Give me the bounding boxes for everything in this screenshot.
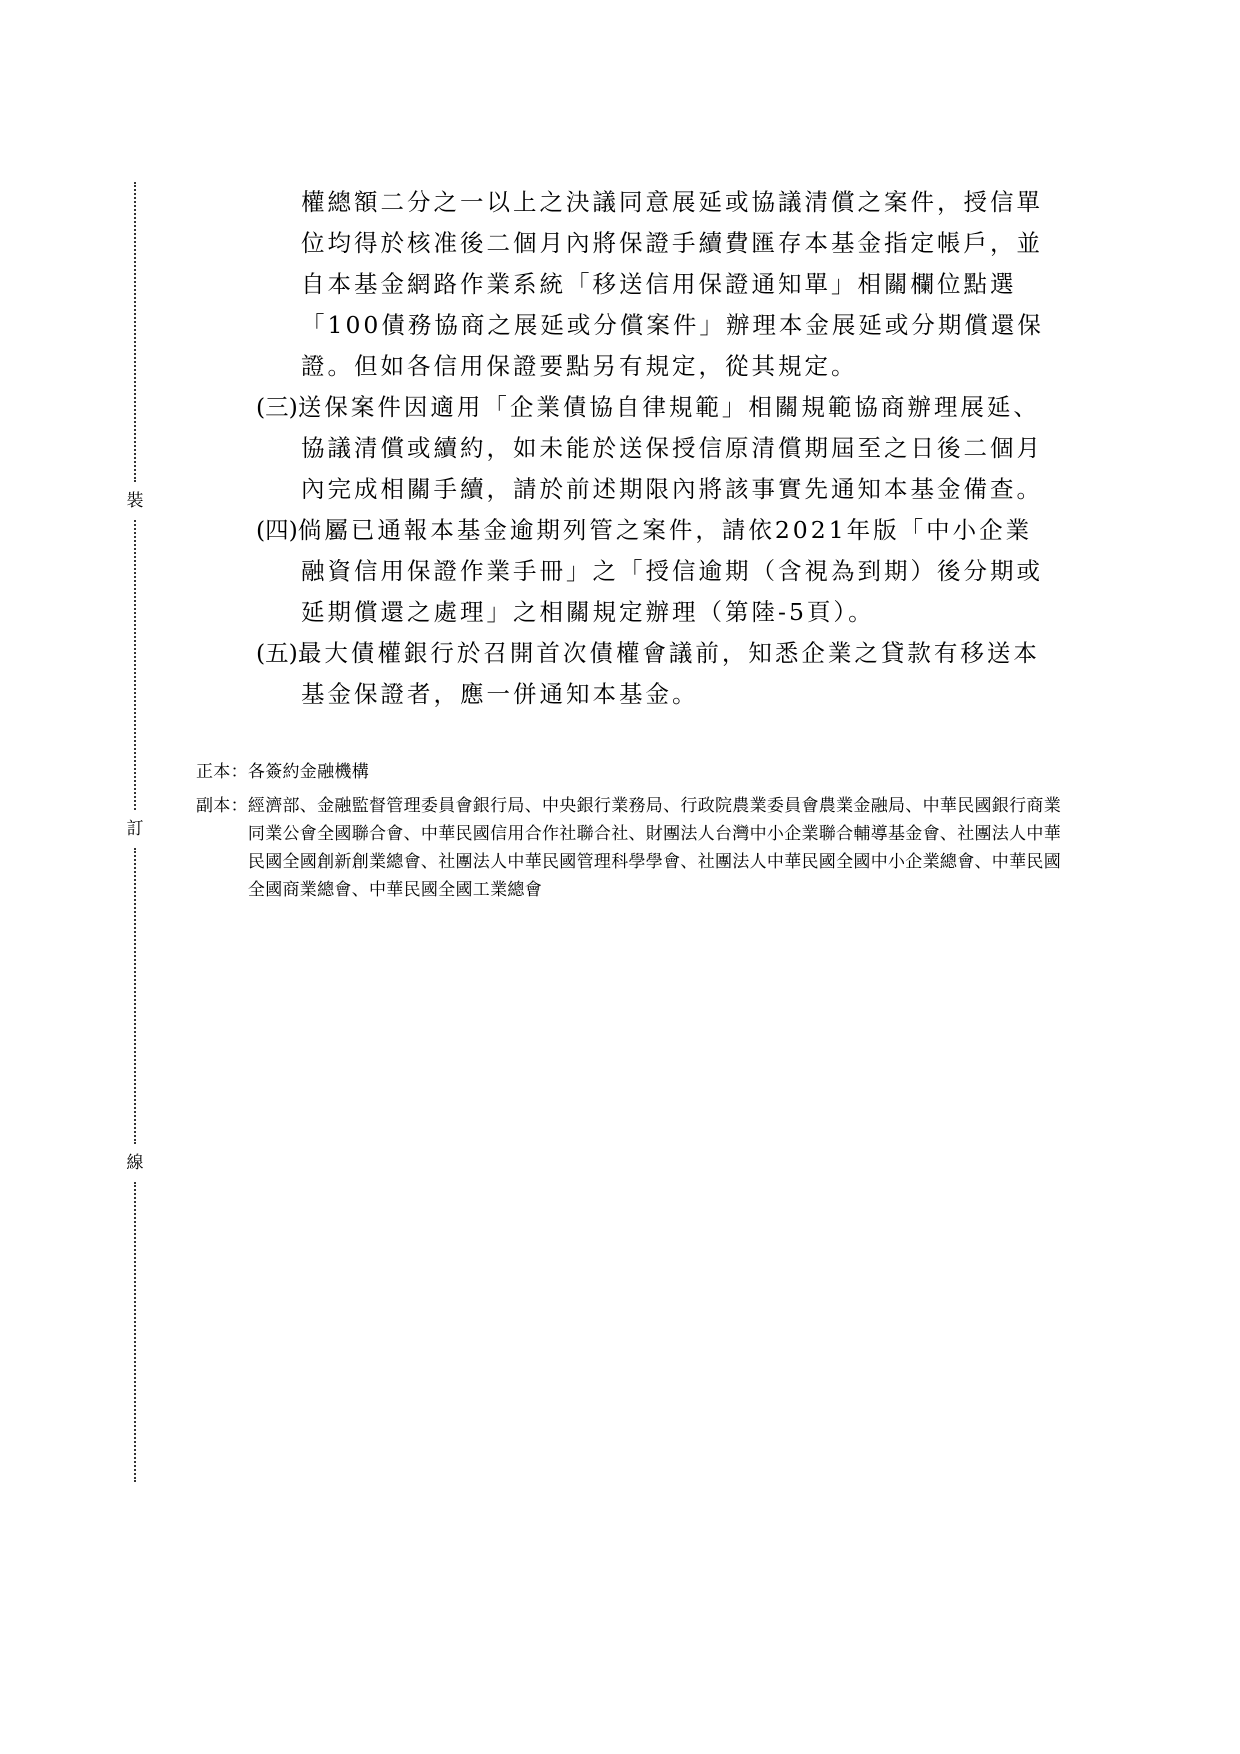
list-item-text: 倘屬已通報本基金逾期列管之案件，請依2021年版「中小企業融資信用保證作業手冊」之「授信逾期（含視為到期）後分期或延期償還之處理」之相關規定辦理（第陸-5頁）。 — [297, 516, 1043, 626]
copy-label: 副本： — [196, 796, 248, 816]
binding-line-segment — [134, 1182, 136, 1482]
distribution-list — [196, 758, 1076, 904]
binding-label-zhuang: 裝 — [122, 491, 148, 511]
list-item-number: (五) — [256, 639, 298, 667]
list-item-3 — [256, 387, 1056, 510]
binding-label-xian: 線 — [122, 1153, 148, 1173]
list-item-4 — [256, 510, 1056, 633]
binding-line-segment — [134, 520, 136, 810]
original-recipient: 各簽約金融機構 — [247, 762, 370, 782]
binding-label-ding: 訂 — [122, 819, 148, 839]
list-item-number: (四) — [256, 516, 298, 544]
continuation-paragraph: 權總額二分之一以上之決議同意展延或協議清償之案件，授信單位均得於核准後二個月內將保證手續費匯存本基金指定帳戶，並自本基金網路作業系統「移送信用保證通知單」相關欄位點選「100債務協商之展延或分償案件」辦理本金展延或分期償還保證。但如各信用保證要點另有規定，從其規定。 — [301, 188, 1044, 380]
list-item-text: 送保案件因適用「企業債協自律規範」相關規範協商辦理展延、協議清償或續約，如未能於送保授信原清償期屆至之日後二個月內完成相關手續，請於前述期限內將該事實先通知本基金備查。 — [297, 393, 1043, 503]
list-item-text: 最大債權銀行於召開首次債權會議前，知悉企業之貸款有移送本基金保證者，應一併通知本基金。 — [297, 639, 1040, 708]
original-recipient-row — [196, 758, 1076, 786]
document-body — [256, 182, 1056, 715]
binding-line-segment — [134, 182, 136, 482]
list-item-5 — [256, 633, 1056, 715]
list-item-number: (三) — [256, 393, 298, 421]
original-label: 正本： — [196, 762, 248, 782]
copy-recipient-row — [196, 792, 1076, 904]
binding-line-segment — [134, 848, 136, 1144]
copy-recipients: 經濟部、金融監督管理委員會銀行局、中央銀行業務局、行政院農業委員會農業金融局、中華民國銀行商業同業公會全國聯合會、中華民國信用合作社聯合社、財團法人台灣中小企業聯合輔導基金會、社團法人中華民國全國創新創業總會、社團法人中華民國管理科學學會、社團法人中華民國全國中小企業總會、中華民國全國商業總會、中華民國全國工業總會 — [247, 796, 1062, 900]
